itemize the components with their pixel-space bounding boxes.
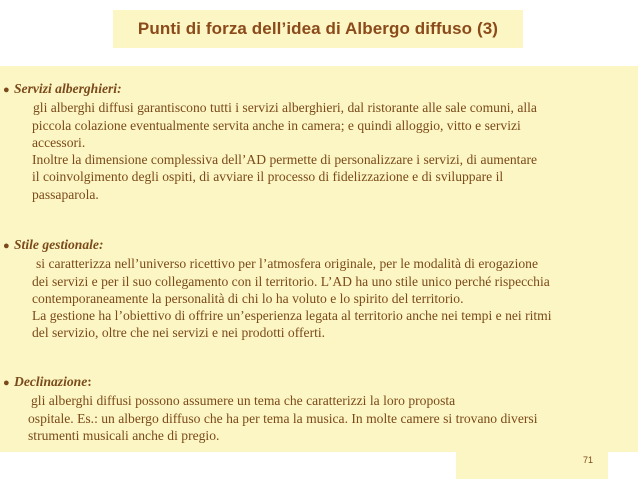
- body-line: accessori.: [32, 134, 86, 150]
- slide-title-box: [113, 10, 523, 48]
- bullet-icon: ●: [3, 84, 10, 96]
- body-line: contemporaneamente la personalità di chi lo ha voluto e lo spirito del territorio.: [32, 290, 464, 306]
- body-line: ospitale. Es.: un albergo diffuso che ha per tema la musica. In molte camere si trovano diversi: [28, 410, 538, 426]
- section-heading: Stile gestionale:: [14, 237, 104, 252]
- section-declinazione: [0, 373, 630, 444]
- slide-title: Punti di forza dell’idea di Albergo diffuso (3): [137, 19, 499, 38]
- body-line: del servizio, oltre che nei servizi e nei prodotti offerti.: [32, 325, 326, 341]
- section-heading: Servizi alberghieri:: [14, 81, 122, 96]
- body-line: il coinvolgimento degli ospiti, di avviare il processo di fidelizzazione e di sviluppare il: [32, 169, 504, 185]
- section-header: [0, 373, 630, 392]
- section-heading-colon: :: [87, 374, 92, 389]
- body-line: piccola colazione eventualmente servita anche in camera; e quindi alloggio, vitto e servizi: [32, 117, 521, 133]
- body-line: passaparola.: [32, 186, 99, 202]
- section-header: [0, 80, 630, 99]
- bullet-icon: ●: [3, 377, 10, 389]
- body-line: Inoltre la dimensione complessiva dell’AD permette di personalizzare i servizi, di aumentare: [32, 152, 538, 168]
- body-line: si caratterizza nell’universo ricettivo per l’atmosfera originale, per le modalità di erogazione: [36, 256, 538, 272]
- section-heading: Declinazione: [14, 374, 88, 389]
- body-line: gli alberghi diffusi garantiscono tutti i servizi alberghieri, dal ristorante alle sale comuni, alla: [33, 100, 537, 116]
- body-line: strumenti musicali anche di pregio.: [28, 427, 220, 443]
- bullet-icon: ●: [3, 240, 10, 252]
- section-header: [0, 236, 630, 255]
- section-stile-gestionale: [0, 236, 630, 342]
- page-number: 71: [583, 455, 594, 465]
- body-line: La gestione ha l’obiettivo di offrire un’esperienza legata al territorio anche nei tempi e nei ritmi: [32, 308, 552, 324]
- body-line: dei servizi e per il suo collegamento con il territorio. L’AD ha uno stile unico perché rispecchia: [32, 273, 550, 289]
- section-servizi-alberghieri: [0, 80, 630, 203]
- body-line: gli alberghi diffusi possono assumere un tema che caratterizzi la loro proposta: [31, 393, 456, 409]
